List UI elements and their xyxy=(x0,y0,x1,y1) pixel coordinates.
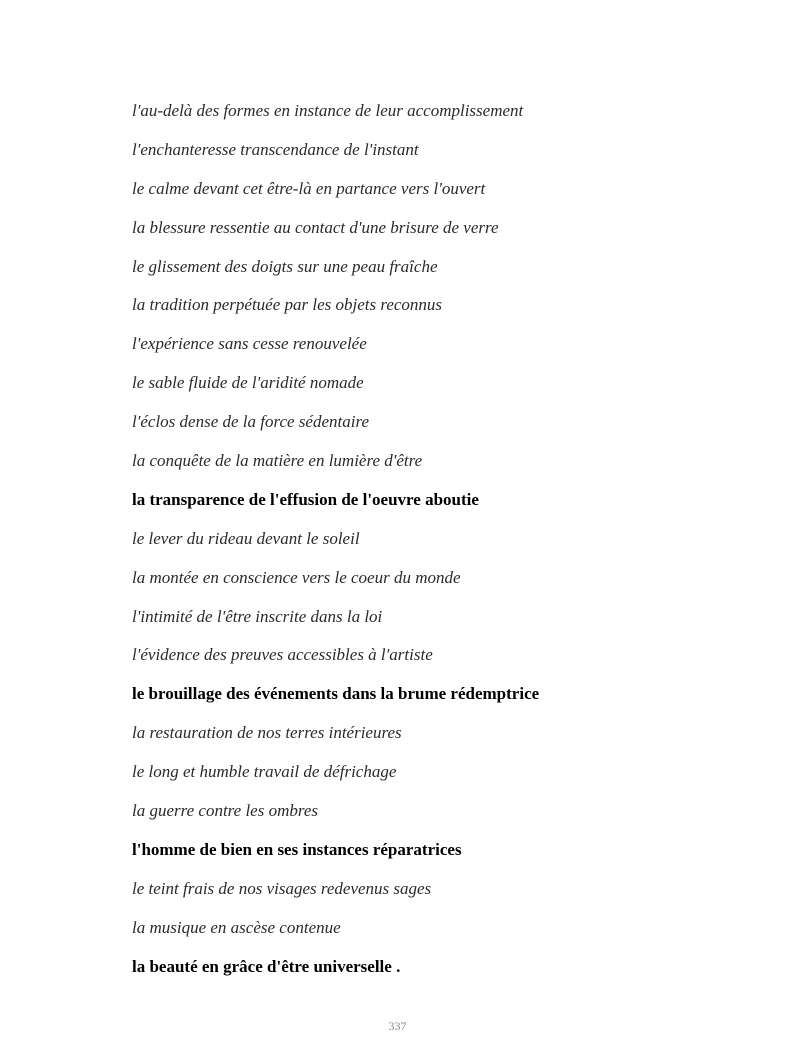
poem-line-23: la beauté en grâce d'être universelle . xyxy=(132,956,401,976)
poem-line-12: le lever du rideau devant le soleil xyxy=(132,528,360,548)
poem-line-10: la conquête de la matière en lumière d'être xyxy=(132,451,423,471)
poem-line-9: l'éclos dense de la force sédentaire xyxy=(132,412,369,432)
poem-line-13: la montée en conscience vers le coeur du monde xyxy=(132,567,461,587)
poem-line-4: la blessure ressentie au contact d'une brisure de verre xyxy=(132,217,499,237)
poem-line-21: le teint frais de nos visages redevenus sages xyxy=(132,878,432,898)
poem-line-16: le brouillage des événements dans la brume rédemptrice xyxy=(132,684,540,704)
poem-line-18: le long et humble travail de défrichage xyxy=(132,762,397,782)
poem-line-8: le sable fluide de l'aridité nomade xyxy=(132,373,364,393)
poem-line-6: la tradition perpétuée par les objets reconnus xyxy=(132,295,443,315)
poem-line-5: le glissement des doigts sur une peau fraîche xyxy=(132,256,438,276)
poem-line-19: la guerre contre les ombres xyxy=(132,801,319,821)
poem-line-22: la musique en ascèse contenue xyxy=(132,917,341,937)
poem-line-1: l'au-delà des formes en instance de leur accomplissement xyxy=(132,101,524,120)
poem-line-3: le calme devant cet être-là en partance vers l'ouvert xyxy=(132,178,486,198)
poem-line-14: l'intimité de l'être inscrite dans la loi xyxy=(132,606,383,626)
poem-line-11: la transparence de l'effusion de l'oeuvre aboutie xyxy=(132,489,479,509)
poem-line-17: la restauration de nos terres intérieures xyxy=(132,723,402,743)
poem-line-20: l'homme de bien en ses instances réparatrices xyxy=(132,839,462,859)
poem-text xyxy=(132,100,539,994)
poem-line-7: l'expérience sans cesse renouvelée xyxy=(132,334,367,354)
page-number: 337 xyxy=(388,1019,407,1033)
poem-line-2: l'enchanteresse transcendance de l'instant xyxy=(132,139,419,159)
poem-line-15: l'évidence des preuves accessibles à l'artiste xyxy=(132,645,433,665)
